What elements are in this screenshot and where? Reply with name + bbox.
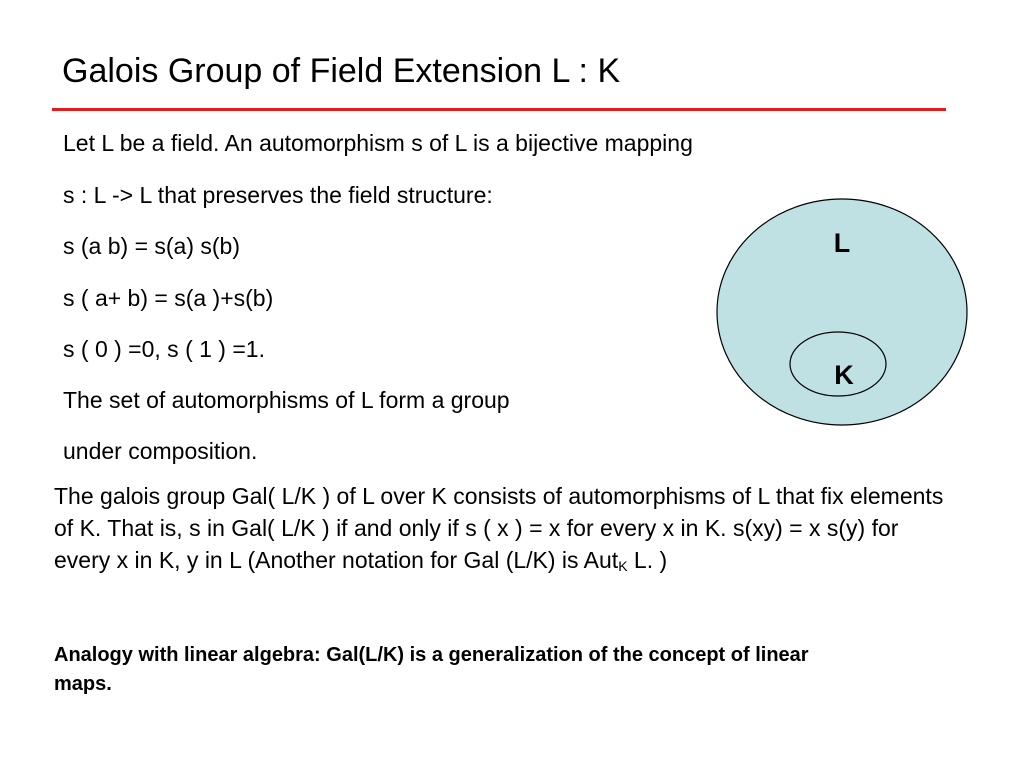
field-L-label: L [833,228,851,258]
group-statement-line-1: The set of automorphisms of L form a group [63,387,510,413]
field-K-label: K [834,360,854,390]
slide-title: Galois Group of Field Extension L : K [62,52,621,90]
multiplicative-rule: s (a b) = s(a) s(b) [63,233,241,259]
linear-algebra-analogy: Analogy with linear algebra: Gal(L/K) is a generalization of the concept of linear maps. [54,644,809,695]
galois-group-definition [54,480,954,576]
aut-subscript: K [618,558,628,574]
definition-text: The galois group Gal( L/K ) of L over K consists of automorphisms of L that fix elements of K. That is, s in Gal( L/K ) if and only if s ( x ) = x for every x in K. s(xy) = x s(y) for every x in K, y in L (Another notation for Gal (L/K) is Aut [54,483,944,573]
group-statement-line-2: under composition. [63,438,258,464]
definition-text-end: L. ) [627,547,668,573]
additive-rule: s ( a+ b) = s(a )+s(b) [63,285,274,311]
identity-rule: s ( 0 ) =0, s ( 1 ) =1. [63,336,265,362]
definition-line-2: s : L -> L that preserves the field structure: [63,182,493,208]
definition-line-1: Let L be a field. An automorphism s of L is a bijective mapping [63,130,693,156]
